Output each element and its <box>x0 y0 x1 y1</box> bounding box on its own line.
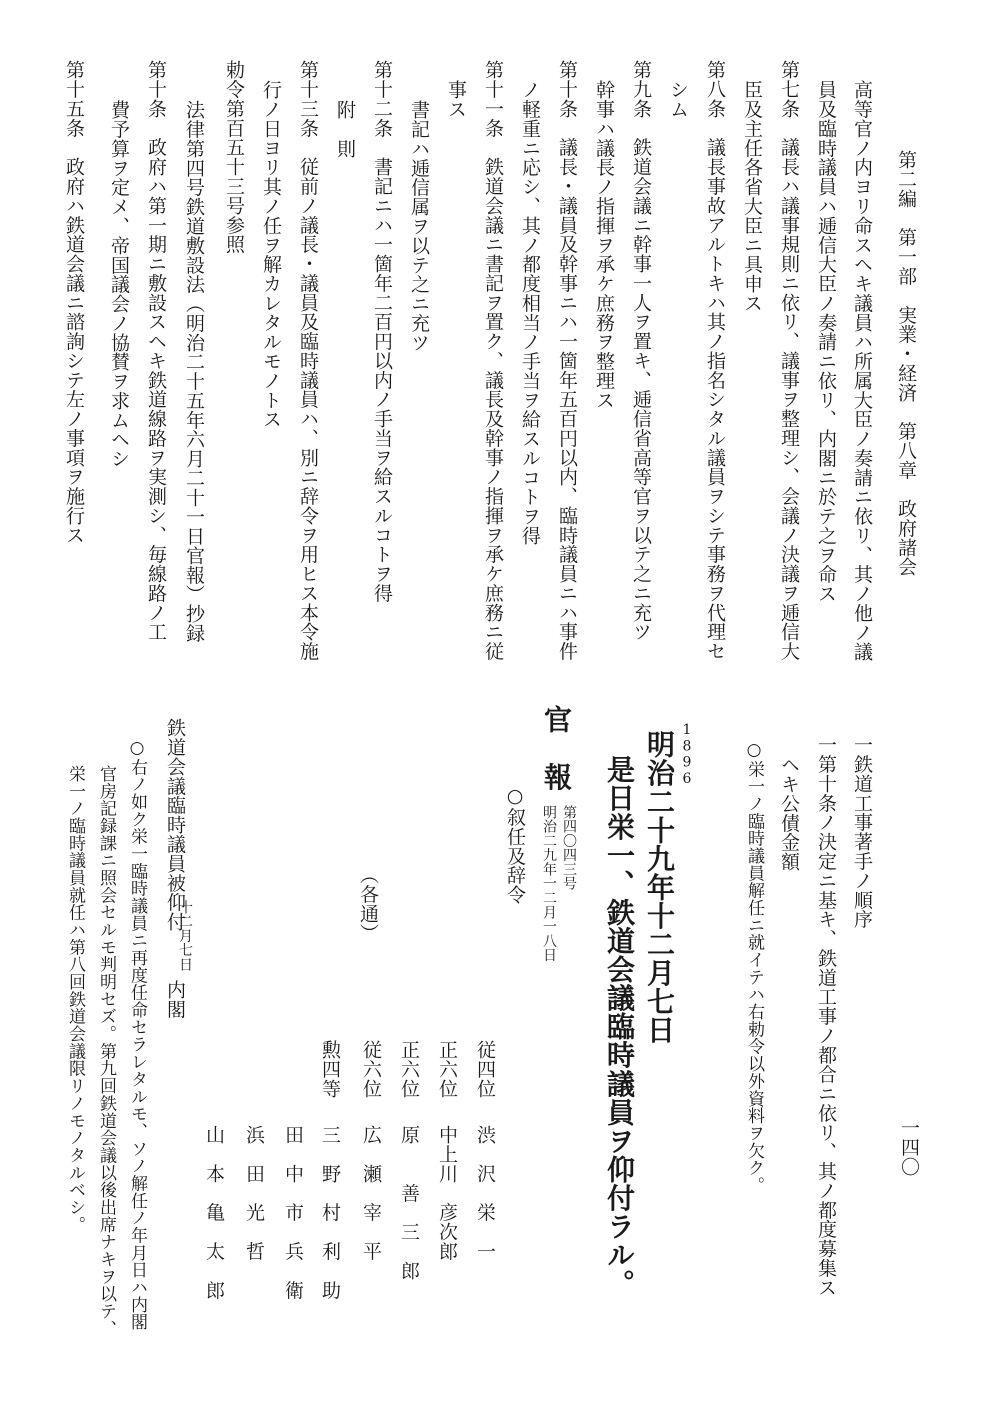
each-note: （各通） <box>357 865 379 943</box>
list-item: 一鉄道工事著手ノ順序 <box>851 735 873 929</box>
list-item: 一第十条ノ決定ニ基キ、鉄道工事ノ都合ニ依リ、其ノ都度募集ス <box>815 735 837 1298</box>
member-name: 中上川 彦次郎 <box>436 1125 458 1261</box>
text-line: シム <box>667 80 689 119</box>
member-rank: 正六位 <box>436 1040 458 1099</box>
member-name: 広 瀬 宰 平 <box>360 1125 382 1261</box>
text-line: 法律第四号鉄道敷設法（明治二十五年六月二十一日官報）抄録 <box>183 100 205 643</box>
text-line: 臣及主任各省大臣ニ具申ス <box>741 80 763 313</box>
text-line: 第十二条 書記ニハ一箇年二百円以内ノ手当ヲ給スルコトヲ得 <box>371 60 393 603</box>
text-line: 勅令第百五十三号参照 <box>223 60 245 254</box>
member-rank: 従六位 <box>360 1040 382 1099</box>
footnote-line: 官房記録課ニ照会セルモ判明セズ。第九回鉄道会議以後出席ナキヲ以テ、 <box>96 765 116 1338</box>
text-line: 第十三条 従前ノ議長・議員及臨時議員ハ、別ニ辞令ヲ用ヒス本令施 <box>297 60 319 661</box>
appointment-date: 十二月七日 <box>177 900 193 972</box>
page-number: 一四〇 <box>898 1118 920 1177</box>
member-name: 田 中 市 兵 衛 <box>282 1125 304 1300</box>
text-line: 書記ハ逓信属ヲ以テ之ニ充ツ <box>408 100 430 352</box>
member-name: 山 本 亀 太 郎 <box>203 1125 225 1300</box>
text-line: 第十一条 鉄道会議ニ書記ヲ置ク、議長及幹事ノ指揮ヲ承ケ庶務ニ従 <box>482 60 504 661</box>
entry-headline: 是日栄一、鉄道会議臨時議員ヲ仰付ラル。 <box>603 755 636 1298</box>
text-line: 幹事ハ議長ノ指揮ヲ承ケ庶務ヲ整理ス <box>593 80 615 410</box>
text-line: 員及臨時議員ハ逓信大臣ノ奏請ニ依リ、内閣ニ於テ之ヲ命ス <box>815 80 837 604</box>
text-line: 第八条 議長事故アルトキハ其ノ指名シタル議員ヲシテ事務ヲ代理セ <box>704 60 726 661</box>
text-line: ノ軽重ニ応シ、其ノ都度相当ノ手当ヲ給スルコトヲ得 <box>519 80 541 546</box>
member-name: 浜 田 光 哲 <box>243 1125 265 1261</box>
year-label: 1896 <box>679 722 695 788</box>
member-name: 原 善 三 郎 <box>398 1125 420 1281</box>
source-title: 官 報 <box>540 705 573 791</box>
text-line: 第十五条 政府ハ鉄道会議ニ諮詢シテ左ノ事項ヲ施行ス <box>63 60 85 545</box>
member-rank: 勲四等 <box>319 1040 341 1099</box>
issue-number: 第四〇四三号 <box>561 805 577 891</box>
member-name: 渋 沢 栄 一 <box>474 1125 496 1261</box>
list-item-continued: ヘキ公債金額 <box>778 755 800 872</box>
appointment-body: 内閣 <box>164 980 186 1019</box>
member-rank: 正六位 <box>398 1040 420 1099</box>
issue-date: 明治二九年一二月一八日 <box>541 805 557 963</box>
text-line: 第十条 政府ハ第一期ニ敷設スヘキ鉄道線路ヲ実測シ、毎線路ノ工 <box>145 60 167 642</box>
editor-note: ○栄一ノ臨時議員解任ニ就イテハ右勅令以外資料ヲ欠ク。 <box>744 740 764 1194</box>
text-line: 第九条 鉄道会議ニ幹事一人ヲ置キ、逓信省高等官ヲ以テ之ニ充ツ <box>630 60 652 642</box>
footnote-line: ○右ノ如ク栄一臨時議員ニ再度任命セラレタルモ、ソノ解任ノ年月日ハ内閣 <box>127 738 147 1331</box>
entry-date: 明治二十九年十二月七日 <box>643 730 676 1045</box>
footnote-line: 栄一ノ臨時議員就任ハ第八回鉄道会議限リノモノタルベシ。 <box>65 765 85 1234</box>
text-line: 事ス <box>445 80 467 119</box>
running-head: 第二編 第一部 実業・経済 第八章 政府諸会 <box>895 150 917 577</box>
section-label: ○叙任及辞令 <box>504 785 526 905</box>
text-line: 第七条 議長ハ議事規則ニ依リ、議事ヲ整理シ、会議ノ決議ヲ逓信大 <box>778 60 800 661</box>
text-line: 第十条 議長・議員及幹事ニハ一箇年五百円以内、臨時議員ニハ事件 <box>556 60 578 661</box>
member-rank: 従四位 <box>474 1040 496 1099</box>
appointment-title: 鉄道会議臨時議員被仰付 <box>164 718 186 932</box>
text-line: 高等官ノ内ヨリ命スヘキ議員ハ所属大臣ノ奏請ニ依リ、其ノ他ノ議 <box>851 80 873 662</box>
text-line: 行ノ日ヨリ其ノ任ヲ解カレタルモノトス <box>260 80 282 429</box>
section-heading: 附 則 <box>334 100 356 159</box>
text-line: 費予算ヲ定メ、帝国議会ノ協賛ヲ求ムヘシ <box>108 100 130 469</box>
member-name: 三 野 村 利 助 <box>319 1125 341 1300</box>
